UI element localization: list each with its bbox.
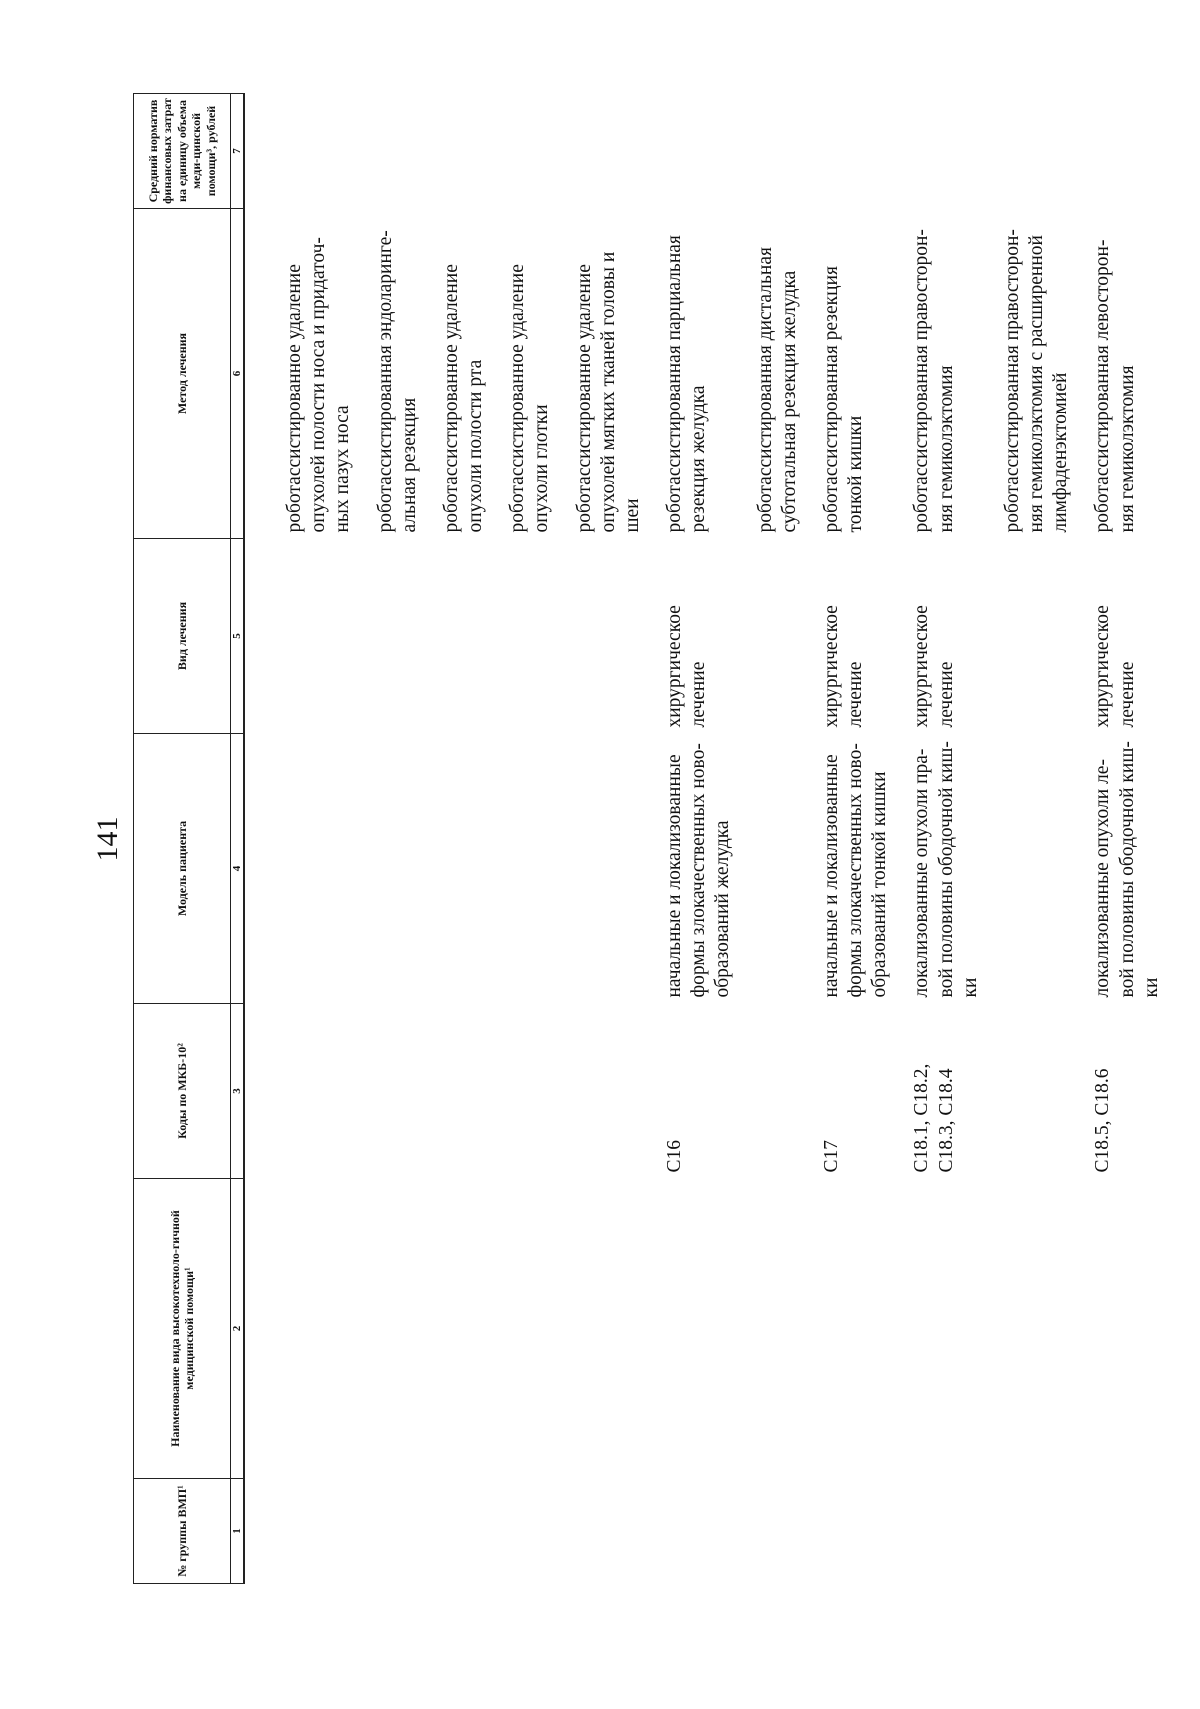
mkb-cell — [504, 1004, 556, 1179]
col-number: 5 — [231, 539, 245, 734]
kind-cell — [504, 539, 556, 734]
table-row — [372, 94, 424, 1584]
col-number: 2 — [231, 1179, 245, 1479]
table-row — [504, 94, 556, 1584]
mkb-cell: C17 — [820, 1139, 842, 1173]
method-cell: роботассистированная резекция тонкой кишки — [820, 266, 867, 533]
kind-cell: хирургическое лечение — [911, 605, 957, 728]
model-cell — [281, 734, 358, 1004]
model-cell — [372, 734, 424, 1004]
mkb-cell — [571, 1004, 648, 1179]
method-cell: роботассистированная правосторон-няя гемиколэктомия — [911, 229, 957, 533]
model-cell: начальные и локализованные формы злокачественных ново-образований тонкой кишки — [820, 743, 891, 998]
mkb-cell — [999, 1004, 1076, 1179]
model-cell: локализованные опухоли пра-вой половины ободочной киш-ки — [911, 741, 981, 998]
kind-cell: хирургическое лечение — [1092, 605, 1138, 728]
mkb-cell — [438, 1004, 490, 1179]
kind-cell — [281, 539, 358, 734]
col-header-method: Метод лечения — [134, 209, 231, 539]
model-cell — [752, 734, 804, 1004]
mkb-cell: C18.5, C18.6 — [1092, 1068, 1114, 1173]
model-cell — [438, 734, 490, 1004]
col-number: 4 — [231, 734, 245, 1004]
method-cell: роботассистированная парциальная резекция желудка — [664, 235, 710, 533]
table-row — [661, 94, 738, 1584]
table-row — [281, 94, 358, 1584]
table-row — [999, 94, 1076, 1584]
method-cell: роботассистированное удаление опухолей мягких тканей головы и шеи — [573, 251, 643, 533]
col-header-model: Модель пациента — [134, 734, 231, 1004]
kind-cell — [752, 539, 804, 734]
kind-cell: хирургическое лечение — [820, 605, 867, 728]
spacer-row — [244, 94, 281, 1584]
kind-cell — [438, 539, 490, 734]
method-cell: роботассистированное удаление опухоли глотки — [507, 264, 553, 533]
header-row — [134, 94, 231, 1584]
column-number-row — [231, 94, 245, 1584]
col-header-mkb: Коды по МКБ-10² — [134, 1004, 231, 1179]
col-number: 1 — [231, 1479, 245, 1584]
table-row — [1089, 94, 1166, 1584]
rotated-table-container — [133, 94, 1200, 1584]
table-row — [438, 94, 490, 1584]
table-row — [818, 94, 895, 1584]
vmp-table — [133, 93, 1166, 1584]
mkb-cell — [752, 1004, 804, 1179]
kind-cell: хирургическое лечение — [664, 605, 710, 728]
method-cell: роботассистированная эндоларинге-альная резекция — [374, 230, 420, 533]
table-row — [571, 94, 648, 1584]
col-header-group: № группы ВМП¹ — [134, 1479, 231, 1584]
model-cell — [504, 734, 556, 1004]
model-cell: локализованные опухоли ле-вой половины ободочной киш-ки — [1092, 741, 1162, 998]
model-cell — [571, 734, 648, 1004]
table-row — [752, 94, 804, 1584]
model-cell: начальные и локализованные формы злокачественных ново-образований желудка — [664, 743, 734, 998]
page-number: 141 — [91, 816, 124, 862]
method-cell: роботассистированная дистальная субтотальная резекция желудка — [754, 247, 800, 533]
col-number: 6 — [231, 209, 245, 539]
model-cell — [999, 734, 1076, 1004]
kind-cell — [571, 539, 648, 734]
method-cell: роботассистированная левосторон-няя гемиколэктомия — [1092, 239, 1138, 533]
kind-cell — [372, 539, 424, 734]
col-number: 7 — [231, 94, 245, 209]
mkb-cell — [281, 1004, 358, 1179]
mkb-cell — [372, 1004, 424, 1179]
mkb-cell: C18.1, C18.2, C18.3, C18.4 — [911, 1063, 957, 1173]
kind-cell — [999, 539, 1076, 734]
method-cell: роботассистированное удаление опухолей полости носа и придаточ-ных пазух носа — [284, 237, 354, 533]
col-header-name: Наименование вида высокотехноло-гичной медицинской помощи¹ — [134, 1179, 231, 1479]
col-number: 3 — [231, 1004, 245, 1179]
col-header-cost: Средний норматив финансовых затрат на единицу объема меди-цинской помощи³, рублей — [134, 94, 231, 209]
table-row — [908, 94, 985, 1584]
col-header-kind: Вид лечения — [134, 539, 231, 734]
method-cell: роботассистированное удаление опухоли полости рта — [440, 264, 487, 533]
method-cell: роботассистированная правосторон-няя гемиколэктомия с расширенной лимфаденэктомией — [1001, 229, 1072, 533]
mkb-cell: C16 — [664, 1139, 686, 1173]
